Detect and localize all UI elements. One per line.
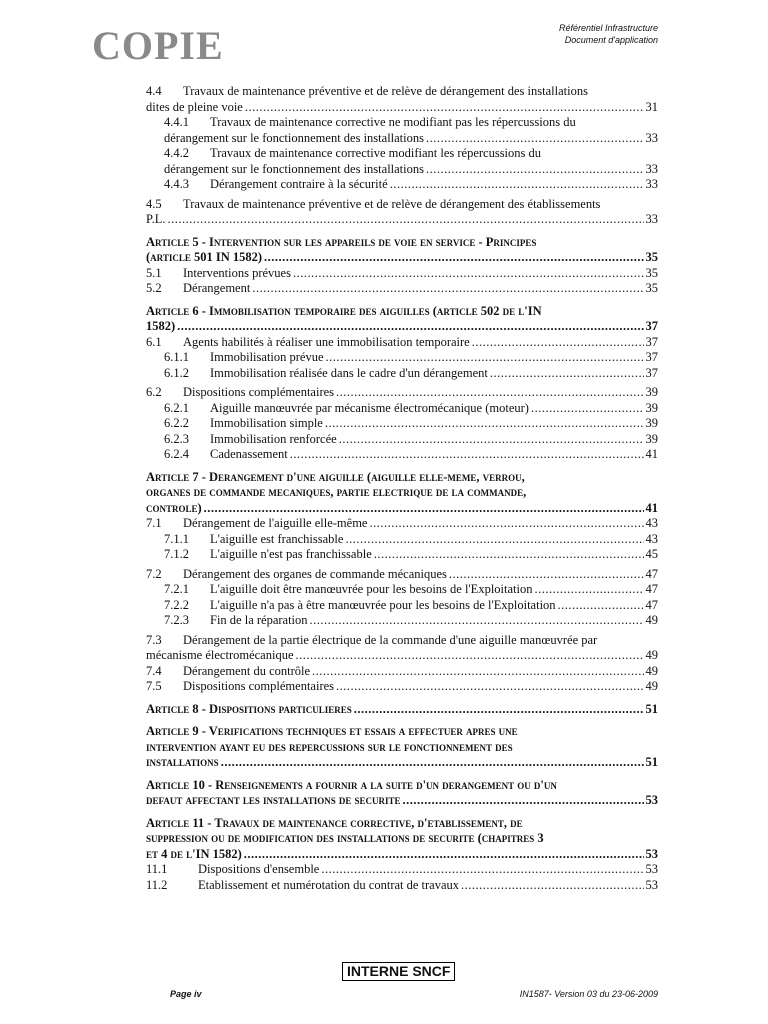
document-header (559, 22, 658, 46)
toc-number: 7.2.3 (164, 613, 189, 627)
toc-number: 5.1 (146, 265, 162, 280)
toc-title-line: Article 9 - Verifications techniques et essais a effectuer apres une (146, 724, 518, 738)
toc-entry[interactable] (146, 432, 658, 448)
toc-title: mécanisme électromécanique (146, 648, 294, 662)
toc-page-number: 41 (645, 500, 658, 515)
toc-entry[interactable] (146, 532, 658, 548)
leader-dots (490, 366, 644, 382)
leader-dots (374, 547, 644, 563)
leader-dots (326, 350, 644, 366)
toc-page-number: 41 (645, 447, 658, 461)
toc-entry[interactable] (146, 350, 658, 366)
leader-dots (354, 702, 644, 718)
toc-page-number: 51 (645, 755, 658, 769)
toc-title: Dispositions complémentaires (183, 679, 335, 693)
leader-dots (472, 335, 644, 351)
toc-title-line: Article 11 - Travaux de maintenance corrective, d'etablissement, de (146, 815, 523, 830)
toc-page-number: 53 (645, 877, 658, 892)
toc-title: Dérangement contraire à la sécurité (210, 177, 388, 191)
toc-number: 6.1 (146, 334, 162, 349)
page-number: Page iv (170, 989, 202, 999)
toc-number: 7.4 (146, 663, 162, 678)
toc-page-number: 37 (645, 365, 658, 380)
leader-dots (558, 598, 644, 614)
toc-title: (article 501 IN 1582) (146, 250, 263, 264)
toc-article[interactable] (146, 816, 658, 863)
leader-dots (461, 878, 643, 894)
leader-dots (221, 755, 644, 771)
toc-entry[interactable] (146, 547, 658, 563)
toc-title: P.L. (146, 212, 166, 226)
toc-number: 4.4.3 (164, 177, 189, 191)
toc-number: 6.1.2 (164, 365, 189, 380)
toc-title-line: Dérangement de la partie électrique de la commande d'une aiguille manœuvrée par (183, 632, 598, 647)
toc-title: Agents habilités à réaliser une immobilisation temporaire (183, 334, 470, 349)
toc-page-number: 53 (645, 793, 658, 807)
toc-number: 6.2.4 (164, 447, 189, 461)
toc-title: Dispositions complémentaires (183, 385, 335, 399)
toc-article[interactable] (146, 778, 658, 809)
toc-page-number: 53 (645, 862, 658, 876)
toc-page-number: 45 (645, 547, 658, 561)
toc-title-line: Article 7 - Derangement d'une aiguille (aiguille elle-meme, verrou, (146, 469, 525, 484)
toc-entry[interactable] (146, 416, 658, 432)
interne-sncf-stamp: INTERNE SNCF (342, 962, 455, 981)
leader-dots (293, 266, 644, 282)
toc-page-number: 43 (645, 531, 658, 546)
toc-title-line: Article 10 - Renseignements a fournir a la suite d'un derangement ou d'un (146, 777, 557, 792)
leader-dots (403, 793, 644, 809)
toc-title: dérangement sur le fonctionnement des installations (164, 161, 424, 176)
leader-dots (345, 532, 643, 548)
leader-dots (296, 648, 644, 664)
leader-dots (167, 212, 643, 228)
toc-number: 5.2 (146, 281, 162, 295)
toc-entry[interactable] (146, 447, 658, 463)
toc-entry[interactable] (146, 664, 658, 680)
toc-number: 11.2 (146, 877, 168, 892)
leader-dots (426, 162, 644, 178)
toc-title: Immobilisation renforcée (210, 431, 337, 446)
toc-title: 1582) (146, 319, 176, 333)
leader-dots (290, 447, 644, 463)
toc-number: 4.4 (146, 84, 162, 98)
toc-article[interactable] (146, 235, 658, 266)
toc-title-line: Travaux de maintenance préventive et de relève de dérangement des installations (183, 84, 588, 98)
toc-title: et 4 de l'IN 1582) (146, 846, 242, 861)
toc-entry[interactable] (146, 401, 658, 417)
leader-dots (204, 501, 644, 517)
toc-article[interactable] (146, 304, 658, 335)
leader-dots (245, 100, 644, 116)
toc-entry[interactable] (146, 582, 658, 598)
toc-number: 6.1.1 (164, 350, 189, 364)
toc-title: Etablissement et numérotation du contrat de travaux (198, 877, 460, 892)
toc-title: L'aiguille n'est pas franchissable (210, 547, 372, 561)
toc-page-number: 49 (645, 679, 658, 693)
toc-title: installations (146, 755, 219, 769)
toc-page-number: 47 (645, 566, 658, 581)
toc-number: 7.2 (146, 566, 162, 581)
toc-page-number: 53 (645, 846, 658, 861)
leader-dots (534, 582, 643, 598)
toc-title: defaut affectant les installations de securite (146, 793, 401, 807)
toc-entry[interactable] (146, 281, 658, 297)
toc-page-number: 35 (645, 250, 658, 264)
toc-entry[interactable] (146, 146, 658, 177)
toc-page-number: 37 (645, 350, 658, 364)
copie-stamp: COPIE (92, 23, 224, 68)
leader-dots (339, 432, 644, 448)
toc-entry[interactable] (146, 679, 658, 695)
toc-title: L'aiguille est franchissable (210, 531, 344, 546)
toc-number: 4.4.1 (164, 115, 189, 129)
toc-title: L'aiguille doit être manœuvrée pour les besoins de l'Exploitation (210, 582, 533, 596)
toc-page-number: 39 (645, 385, 658, 399)
toc-page-number: 35 (645, 265, 658, 280)
leader-dots (449, 567, 644, 583)
leader-dots (336, 679, 643, 695)
toc-entry[interactable] (146, 335, 658, 351)
toc-page-number: 39 (645, 416, 658, 430)
header-line-2: Document d'application (564, 35, 658, 45)
toc-entry[interactable] (146, 878, 658, 894)
toc-title-line: suppression ou de modification des installations de securite (chapitres 3 (146, 831, 544, 845)
toc-number: 6.2.3 (164, 431, 189, 446)
toc-number: 7.2.2 (164, 597, 189, 612)
toc-title: dites de pleine voie (146, 99, 243, 114)
toc-page-number: 39 (645, 431, 658, 446)
toc-title-line: Travaux de maintenance préventive et de relève de dérangement des établissements (183, 196, 601, 211)
toc-title-line: organes de commande mecaniques, partie electrique de la commande, (146, 485, 527, 499)
toc-article[interactable] (146, 470, 658, 517)
toc-number: 4.5 (146, 196, 162, 211)
leader-dots (369, 516, 643, 532)
toc-title: Immobilisation prévue (210, 350, 324, 364)
toc-title: Immobilisation simple (210, 416, 323, 430)
toc-page-number: 49 (645, 663, 658, 678)
toc-title-line: Article 5 - Intervention sur les appareils de voie en service - Principes (146, 234, 537, 249)
toc-entry[interactable] (146, 197, 658, 228)
toc-page-number: 37 (645, 334, 658, 349)
toc-page-number: 33 (645, 212, 658, 226)
leader-dots (244, 847, 644, 863)
toc-title: dérangement sur le fonctionnement des installations (164, 130, 424, 145)
leader-dots (336, 385, 643, 401)
toc-title-line: Article 6 - Immobilisation temporaire des aiguilles (article 502 de l'IN (146, 303, 542, 318)
toc-number: 7.5 (146, 679, 162, 693)
toc-title-line: Travaux de maintenance corrective modifiant les répercussions du (210, 146, 542, 160)
toc-entry[interactable] (146, 516, 658, 532)
leader-dots (264, 250, 643, 266)
toc-entry[interactable] (146, 366, 658, 382)
toc-title: Article 8 - Dispositions particulieres (146, 701, 352, 716)
toc-entry[interactable] (146, 862, 658, 878)
toc-number: 4.4.2 (164, 146, 189, 160)
toc-page-number: 51 (645, 701, 658, 716)
table-of-contents (146, 84, 658, 893)
toc-title: Dérangement (183, 281, 251, 295)
header-line-1: Référentiel Infrastructure (558, 23, 658, 33)
toc-entry[interactable] (146, 598, 658, 614)
toc-page-number: 33 (645, 177, 658, 191)
leader-dots (177, 319, 643, 335)
toc-number: 6.2 (146, 385, 162, 399)
toc-title: L'aiguille n'a pas à être manœuvrée pour les besoins de l'Exploitation (210, 597, 556, 612)
toc-title: Dérangement du contrôle (183, 663, 311, 678)
toc-page-number: 49 (645, 613, 658, 627)
toc-number: 7.2.1 (164, 582, 189, 596)
toc-number: 11.1 (146, 862, 168, 876)
toc-entry[interactable] (146, 115, 658, 146)
toc-entry[interactable] (146, 266, 658, 282)
toc-number: 7.1.2 (164, 547, 189, 561)
toc-entry[interactable] (146, 613, 658, 629)
toc-title: Dérangement de l'aiguille elle-même (183, 516, 368, 530)
toc-number: 7.1 (146, 516, 162, 530)
toc-page-number: 47 (645, 597, 658, 612)
leader-dots (252, 281, 643, 297)
toc-number: 7.1.1 (164, 531, 189, 546)
toc-title-line: Travaux de maintenance corrective ne modifiant pas les répercussions du (210, 115, 576, 129)
toc-page-number: 39 (645, 400, 658, 415)
leader-dots (312, 664, 643, 680)
toc-title: Dérangement des organes de commande mécaniques (183, 566, 447, 581)
toc-number: 6.2.2 (164, 416, 189, 430)
toc-number: 6.2.1 (164, 400, 189, 415)
toc-article[interactable] (146, 724, 658, 771)
leader-dots (310, 613, 644, 629)
toc-entry[interactable] (146, 567, 658, 583)
toc-article[interactable] (146, 702, 658, 718)
toc-page-number: 49 (645, 648, 658, 662)
toc-page-number: 31 (645, 99, 658, 114)
leader-dots (325, 416, 644, 432)
toc-title-line: intervention ayant eu des repercussions sur le fonctionnement des (146, 739, 513, 754)
toc-entry[interactable] (146, 633, 658, 664)
toc-page-number: 47 (645, 582, 658, 596)
toc-entry[interactable] (146, 84, 658, 115)
toc-title: Interventions prévues (183, 265, 291, 280)
leader-dots (390, 177, 644, 193)
toc-title: Aiguille manœuvrée par mécanisme électromécanique (moteur) (210, 400, 529, 415)
toc-page-number: 33 (645, 161, 658, 176)
toc-title: Cadenassement (210, 447, 288, 461)
toc-number: 7.3 (146, 632, 162, 647)
leader-dots (531, 401, 644, 417)
toc-title: Immobilisation réalisée dans le cadre d'un dérangement (210, 365, 488, 380)
document-version: IN1587- Version 03 du 23-06-2009 (519, 989, 658, 999)
toc-title: controle) (146, 500, 202, 515)
toc-entry[interactable] (146, 177, 658, 193)
toc-entry[interactable] (146, 385, 658, 401)
toc-page-number: 35 (645, 281, 658, 295)
toc-title: Fin de la réparation (210, 613, 308, 627)
toc-title: Dispositions d'ensemble (198, 862, 320, 876)
leader-dots (426, 131, 644, 147)
toc-page-number: 33 (645, 130, 658, 145)
leader-dots (321, 862, 643, 878)
toc-page-number: 37 (645, 319, 658, 333)
toc-page-number: 43 (645, 516, 658, 530)
